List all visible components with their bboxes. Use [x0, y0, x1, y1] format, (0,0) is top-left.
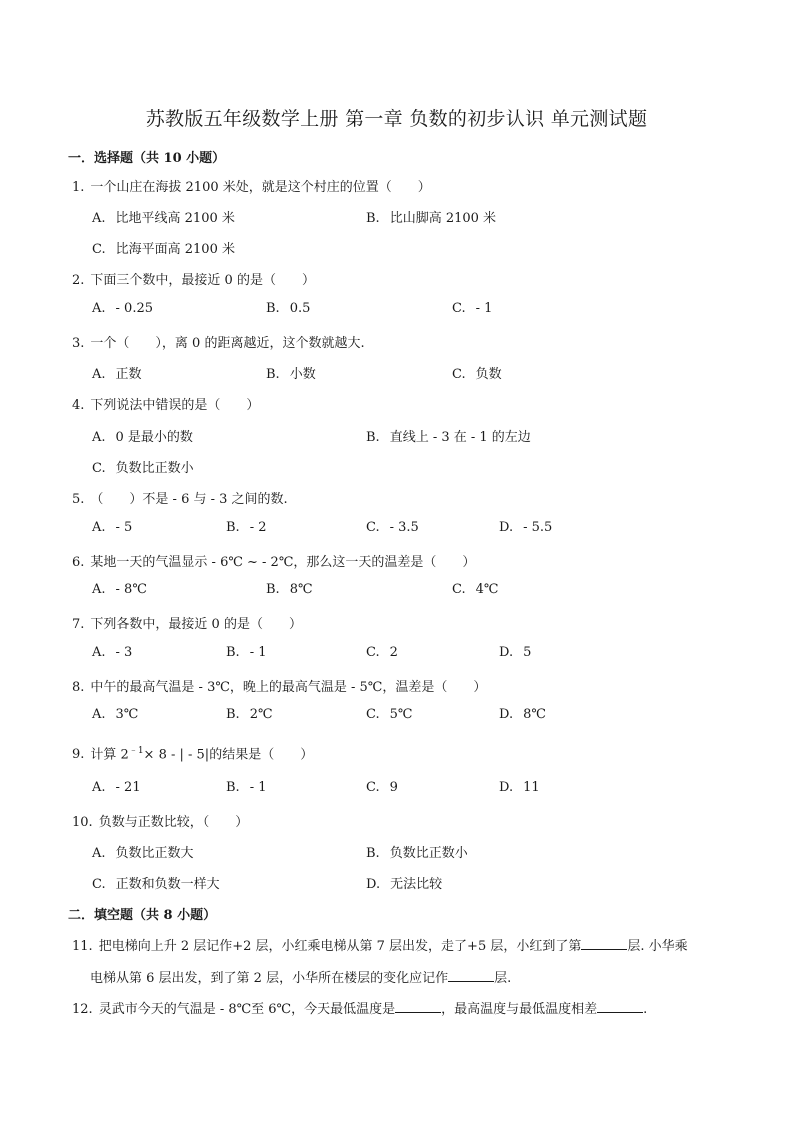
- question-12: 12. 灵武市今天的气温是 - 8℃至 6℃，今天最低温度是 ，最高温度与最低温度相差 .: [72, 1002, 648, 1017]
- option-8b: B. 2℃: [226, 707, 273, 722]
- option-8a: A. 3℃: [92, 707, 139, 722]
- question-5: 5. （ ）不是 - 6 与 - 3 之间的数.: [72, 492, 288, 507]
- exponent: ﹣1: [128, 746, 144, 756]
- option-7b: B. - 1: [226, 645, 267, 660]
- option-6a: A. - 8℃: [92, 582, 147, 597]
- option-10a: A. 负数比正数大: [92, 846, 194, 861]
- option-6c: C. 4℃: [452, 582, 499, 597]
- question-6: 6. 某地一天的气温显示 - 6℃ ~ - 2℃，那么这一天的温差是（ ）: [72, 555, 476, 570]
- option-7a: A. - 3: [92, 645, 133, 660]
- option-8d: D. 8℃: [499, 707, 546, 722]
- option-4b: B. 直线上 - 3 在 - 1 的左边: [366, 430, 531, 445]
- question-2: 2. 下面三个数中，最接近 0 的是（ ）: [72, 273, 315, 288]
- option-10d: D. 无法比较: [366, 877, 443, 892]
- option-9a: A. - 21: [92, 780, 141, 795]
- option-10c: C. 正数和负数一样大: [92, 877, 220, 892]
- option-8c: C. 5℃: [366, 707, 413, 722]
- question-3: 3. 一个（ ），离 0 的距离越近，这个数就越大.: [72, 336, 365, 351]
- option-1c: C. 比海平面高 2100 米: [92, 242, 235, 257]
- option-1a: A. 比地平线高 2100 米: [92, 211, 235, 226]
- option-3a: A. 正数: [92, 367, 142, 382]
- option-5c: C. - 3.5: [366, 520, 419, 535]
- question-11: 11. 把电梯向上升 2 层记作+2 层，小红乘电梯从第 7 层出发，走了+5 层，小红到了第 层. 小华乘: [72, 939, 688, 954]
- option-5a: A. - 5: [92, 520, 133, 535]
- option-4a: A. 0 是最小的数: [92, 430, 193, 445]
- question-11-cont: 电梯从第 6 层出发，到了第 2 层，小华所在楼层的变化应记作 层.: [90, 971, 512, 986]
- option-2a: A. - 0.25: [92, 301, 154, 316]
- question-10: 10. 负数与正数比较，（ ）: [72, 815, 249, 830]
- section-heading-choice: 一．选择题（共 10 小题）: [68, 151, 226, 166]
- question-1: 1. 一个山庄在海拔 2100 米处，就是这个村庄的位置（ ）: [72, 180, 431, 195]
- question-7: 7. 下列各数中，最接近 0 的是（ ）: [72, 617, 302, 632]
- page-title: 苏教版五年级数学上册 第一章 负数的初步认识 单元测试题: [145, 108, 648, 130]
- option-1b: B. 比山脚高 2100 米: [366, 211, 497, 226]
- answer-blank[interactable]: [395, 1000, 441, 1013]
- option-3c: C. 负数: [452, 367, 502, 382]
- option-9d: D. 11: [499, 780, 540, 795]
- option-3b: B. 小数: [266, 367, 316, 382]
- answer-blank[interactable]: [597, 1000, 643, 1013]
- option-6b: B. 8℃: [266, 582, 313, 597]
- question-9: 9. 计算 $2^{﹣1}\times 8$ - | - 5|的结果是（ ）: [72, 746, 314, 763]
- option-5d: D. - 5.5: [499, 520, 553, 535]
- option-2b: B. 0.5: [266, 301, 311, 316]
- option-7c: C. 2: [366, 645, 398, 660]
- option-9c: C. 9: [366, 780, 398, 795]
- option-9b: B. - 1: [226, 780, 267, 795]
- option-7d: D. 5: [499, 645, 532, 660]
- option-10b: B. 负数比正数小: [366, 846, 468, 861]
- section-heading-fill: 二．填空题（共 8 小题）: [68, 908, 217, 923]
- option-2c: C. - 1: [452, 301, 493, 316]
- answer-blank[interactable]: [448, 969, 494, 982]
- question-4: 4. 下列说法中错误的是（ ）: [72, 398, 260, 413]
- option-4c: C. 负数比正数小: [92, 461, 194, 476]
- question-8: 8. 中午的最高气温是 - 3℃，晚上的最高气温是 - 5℃，温差是（ ）: [72, 680, 487, 695]
- option-5b: B. - 2: [226, 520, 267, 535]
- answer-blank[interactable]: [581, 937, 627, 950]
